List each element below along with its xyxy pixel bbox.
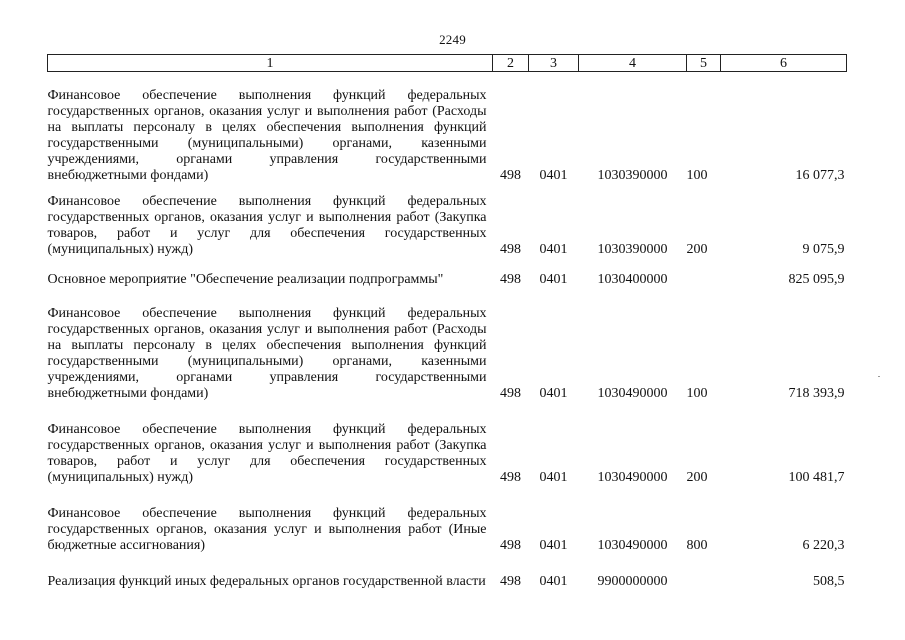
row-col-6: 825 095,9 [788,271,845,287]
table-row [48,72,847,184]
column-header-4: 4 [579,55,687,72]
row-col-6: 100 481,7 [788,469,845,485]
row-col-5: 100 [686,167,708,183]
row-name: Финансовое обеспечение выполнения функций федеральных государственных органов, оказания услуг и выполнения работ (Иные бюджетные ассигнования) [47,505,487,553]
row-col-3: 0401 [539,271,568,287]
row-col-6: 9 075,9 [802,241,845,257]
row-col-2: 498 [500,385,521,401]
row-col-2: 498 [500,241,521,257]
row-col-3: 0401 [539,241,568,257]
row-name: Основное мероприятие "Обеспечение реализации подпрограммы" [47,271,444,287]
row-col-5: 800 [686,537,708,553]
row-name: Финансовое обеспечение выполнения функций федеральных государственных органов, оказания услуг и выполнения работ (Расходы на выплаты персоналу в целях обеспечения выполнения функций государственными (муниципальными) органами, казенными учреждениями, органами управления государственными внебюджетными фондами) [47,305,487,401]
row-col-3: 0401 [539,537,568,553]
row-col-6: 16 077,3 [795,167,845,183]
row-col-6: 6 220,3 [802,537,845,553]
column-header-1: 1 [48,55,493,72]
table-body [48,72,847,590]
row-name: Финансовое обеспечение выполнения функций федеральных государственных органов, оказания услуг и выполнения работ (Закупка товаров, работ и услуг для обеспечения государственных (муниципальных) нужд) [47,421,487,485]
table-row [48,258,847,288]
header-row [48,55,847,72]
table-header [48,55,847,72]
row-col-5: 100 [686,385,708,401]
row-name: Финансовое обеспечение выполнения функций федеральных государственных органов, оказания услуг и выполнения работ (Закупка товаров, работ и услуг для обеспечения государственных (муниципальных) нужд) [47,193,487,257]
column-header-5: 5 [687,55,721,72]
row-col-5: 200 [686,241,708,257]
budget-table [47,54,847,590]
row-col-3: 0401 [539,167,568,183]
row-col-4: 9900000000 [597,573,668,589]
row-name: Финансовое обеспечение выполнения функций федеральных государственных органов, оказания услуг и выполнения работ (Расходы на выплаты персоналу в целях обеспечения выполнения функций государственными (муниципальными) органами, казенными учреждениями, органами управления государственными внебюджетными фондами) [47,87,487,183]
row-name: Реализация функций иных федеральных органов государственной власти [47,573,486,589]
row-col-4: 1030490000 [597,469,668,485]
column-header-2: 2 [493,55,529,72]
scan-speck [878,376,880,377]
column-header-6: 6 [721,55,847,72]
table-row [48,402,847,486]
table-row [48,554,847,590]
column-header-3: 3 [529,55,579,72]
row-col-2: 498 [500,271,521,287]
row-col-4: 1030390000 [597,167,668,183]
row-col-6: 508,5 [813,573,845,589]
row-col-6: 718 393,9 [788,385,845,401]
row-col-4: 1030490000 [597,537,668,553]
row-col-4: 1030400000 [597,271,668,287]
budget-table-container [47,54,846,590]
table-row [48,486,847,554]
row-col-2: 498 [500,537,521,553]
row-col-5: 200 [686,469,708,485]
row-col-4: 1030390000 [597,241,668,257]
table-row [48,184,847,258]
row-col-5 [687,258,721,288]
row-col-2: 498 [500,469,521,485]
row-col-3: 0401 [539,469,568,485]
row-col-5 [687,554,721,590]
row-col-4: 1030490000 [597,385,668,401]
table-row [48,288,847,402]
row-col-3: 0401 [539,573,568,589]
row-col-2: 498 [500,573,521,589]
page-number: 2249 [439,32,466,47]
row-col-3: 0401 [539,385,568,401]
row-col-2: 498 [500,167,521,183]
